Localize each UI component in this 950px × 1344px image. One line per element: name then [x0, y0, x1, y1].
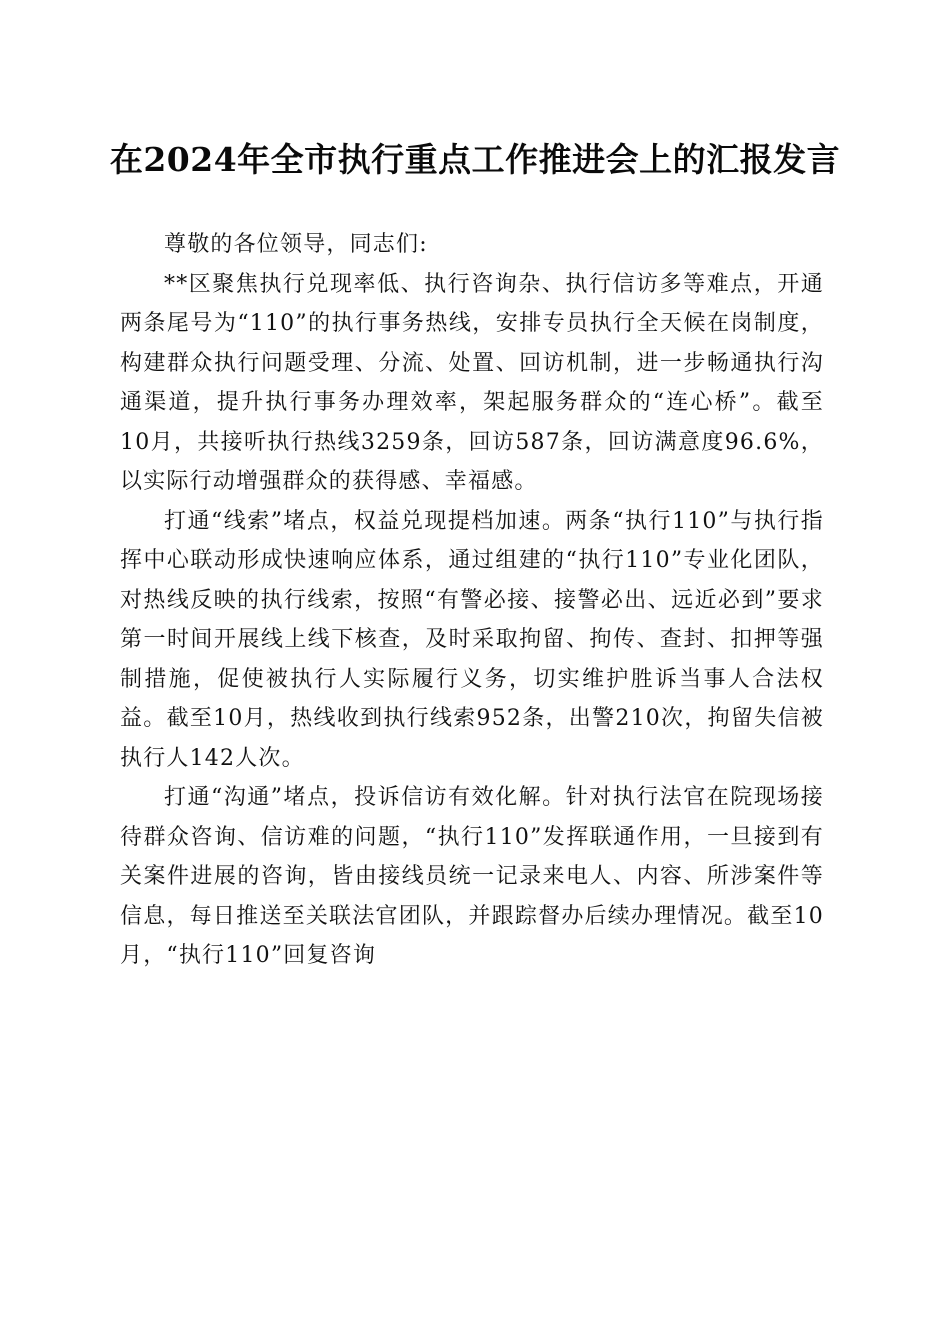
salutation: 尊敬的各位领导，同志们: [164, 232, 428, 257]
paragraph-3: 打通“沟通”堵点，投诉信访有效化解。针对执行法官在院现场接待群众咨询、信访难的问题，“执行110”发挥联通作用，一旦接到有关案件进展的咨询，皆由接线员统一记录来电人、内容、所涉案件等信息，每日推送至关联法官团队，并跟踪督办后续办理情况。截至10月，“执行110”回复咨询 [120, 785, 824, 968]
document-body [120, 225, 824, 976]
paragraph-2: 打通“线索”堵点，权益兑现提档加速。两条“执行110”与执行指挥中心联动形成快速响应体系，通过组建的“执行110”专业化团队，对热线反映的执行线索，按照“有警必接、接警必出、远近必到”要求第一时间开展线上线下核查，及时采取拘留、拘传、查封、扣押等强制措施，促使被执行人实际履行义务，切实维护胜诉当事人合法权益。截至10月，热线收到执行线索952条，出警210次，拘留失信被执行人142人次。 [120, 508, 824, 771]
paragraph-1: **区聚焦执行兑现率低、执行咨询杂、执行信访多等难点，开通两条尾号为“110”的执行事务热线，安排专员执行全天候在岗制度，构建群众执行问题受理、分流、处置、回访机制，进一步畅通执行沟通渠道，提升执行事务办理效率，架起服务群众的“连心桥”。截至10月，共接听执行热线3259条，回访587条，回访满意度96.6%，以实际行动增强群众的获得感、幸福感。 [120, 271, 824, 494]
document-title: 在2024年全市执行重点工作推进会上的汇报发言 [109, 140, 841, 179]
